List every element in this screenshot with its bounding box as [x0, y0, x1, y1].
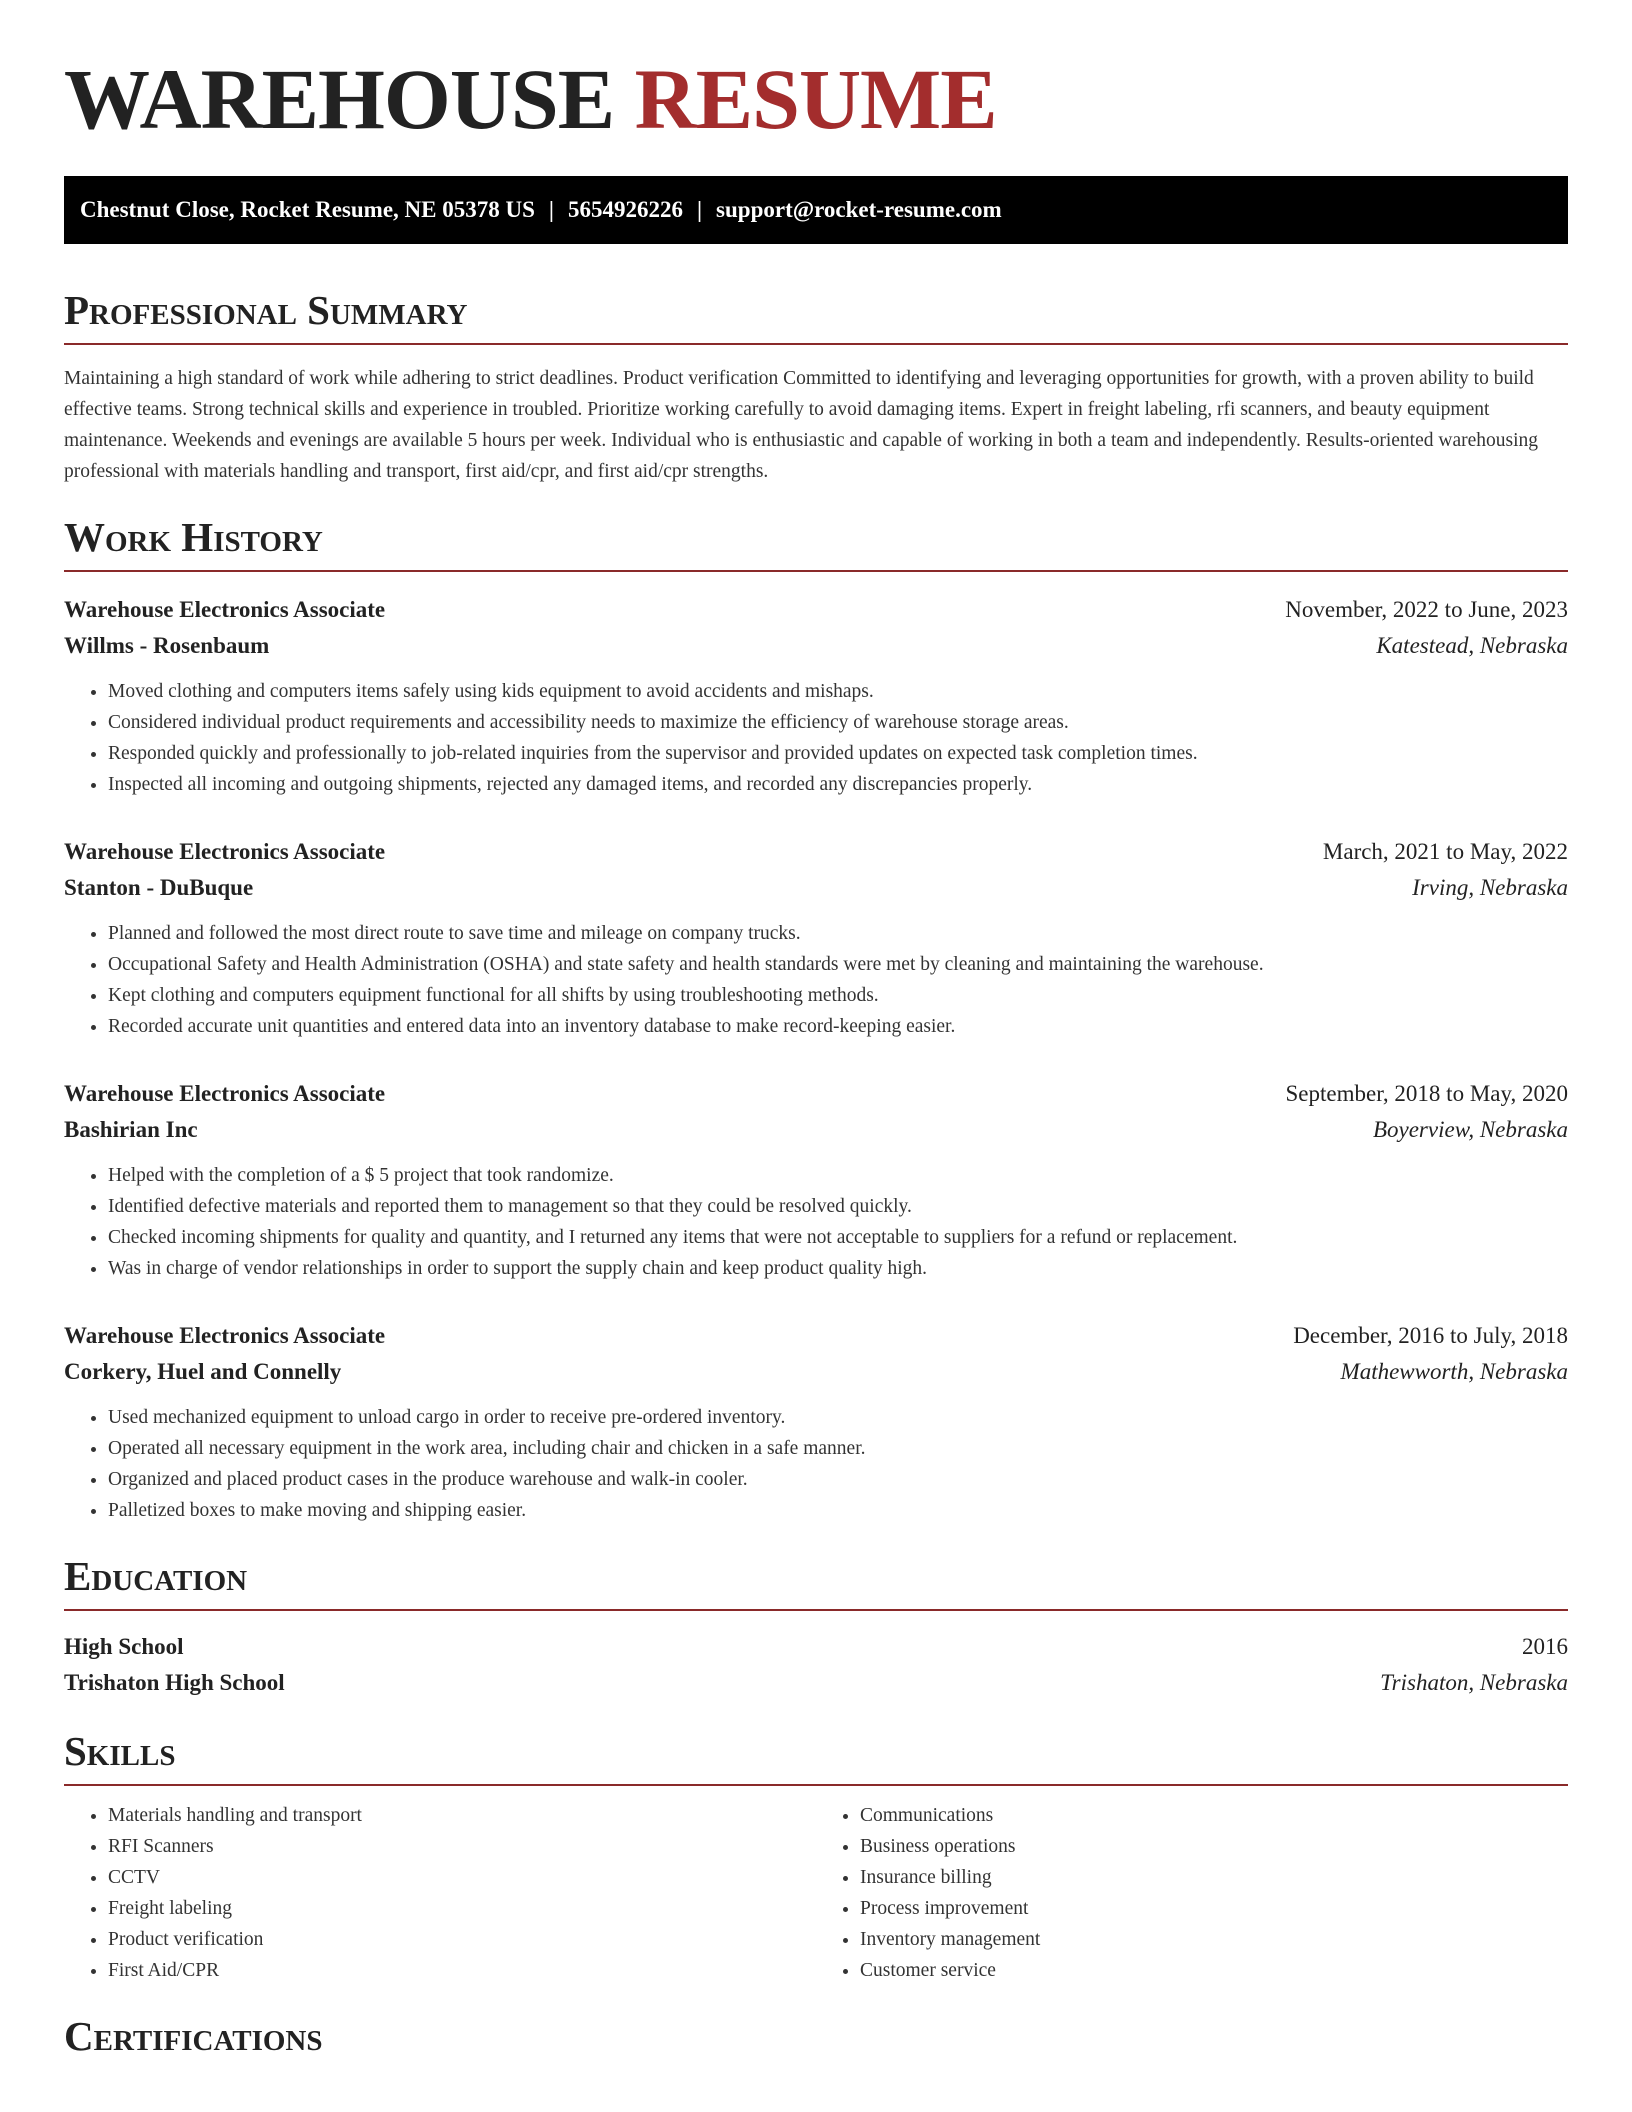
- certifications-section: [64, 2014, 1568, 2059]
- education-degree: High School: [64, 1634, 184, 1660]
- work-history-heading: Work History: [64, 515, 1568, 572]
- skills-column-right: [816, 1800, 1568, 1986]
- skill-item: • Customer service: [860, 1955, 1568, 1986]
- job-location: Katestead, Nebraska: [1376, 633, 1568, 659]
- skill-item: • CCTV: [108, 1862, 816, 1893]
- job-bullet: • Used mechanized equipment to unload cargo in order to receive pre-ordered inventory.: [108, 1402, 1568, 1433]
- job-bullets: [64, 918, 1568, 1042]
- job-entry: [64, 834, 1568, 1042]
- job-bullet: • Occupational Safety and Health Administration (OSHA) and state safety and health standards were met by cleaning and maintaining the warehouse.: [108, 949, 1568, 980]
- skill-item: • Materials handling and transport: [108, 1800, 816, 1831]
- job-bullet: • Considered individual product requirements and accessibility needs to maximize the efficiency of warehouse storage areas.: [108, 707, 1568, 738]
- job-bullet: • Identified defective materials and reported them to management so that they could be resolved quickly.: [108, 1191, 1568, 1222]
- job-title: Warehouse Electronics Associate: [64, 839, 386, 865]
- job-company: Corkery, Huel and Connelly: [64, 1359, 342, 1385]
- job-bullet: • Palletized boxes to make moving and shipping easier.: [108, 1495, 1568, 1526]
- job-bullet: • Responded quickly and professionally to job-related inquiries from the supervisor and provided updates on expected task completion times.: [108, 738, 1568, 769]
- job-bullet: • Inspected all incoming and outgoing shipments, rejected any damaged items, and recorded any discrepancies properly.: [108, 769, 1568, 800]
- skills-column-left: [64, 1800, 816, 1986]
- skill-item: • Insurance billing: [860, 1862, 1568, 1893]
- education-section: [64, 1554, 1568, 1701]
- job-entry: [64, 592, 1568, 800]
- job-location: Irving, Nebraska: [1412, 875, 1568, 901]
- job-bullet: • Moved clothing and computers items safely using kids equipment to avoid accidents and mishaps.: [108, 676, 1568, 707]
- job-title: Warehouse Electronics Associate: [64, 1081, 386, 1107]
- job-dates: March, 2021 to May, 2022: [1322, 839, 1568, 865]
- summary-heading: Professional Summary: [64, 288, 1568, 345]
- job-bullet: • Recorded accurate unit quantities and entered data into an inventory database to make record-keeping easier.: [108, 1011, 1568, 1042]
- skill-item: • Process improvement: [860, 1893, 1568, 1924]
- job-bullet: • Planned and followed the most direct route to save time and mileage on company trucks.: [108, 918, 1568, 949]
- job-bullets: [64, 1160, 1568, 1284]
- skill-item: • Inventory management: [860, 1924, 1568, 1955]
- contact-separator: |: [548, 197, 554, 222]
- work-history-section: [64, 515, 1568, 1526]
- job-bullet: • Kept clothing and computers equipment functional for all shifts by using troubleshooting methods.: [108, 980, 1568, 1011]
- title-part-1: WAREHOUSE: [64, 51, 615, 147]
- skills-heading: Skills: [64, 1729, 1568, 1786]
- job-bullets: [64, 676, 1568, 800]
- job-list: [64, 592, 1568, 1526]
- job-title: Warehouse Electronics Associate: [64, 597, 386, 623]
- resume-title: [64, 51, 1568, 147]
- skill-item: • Product verification: [108, 1924, 816, 1955]
- job-bullet: • Organized and placed product cases in the produce warehouse and walk-in cooler.: [108, 1464, 1568, 1495]
- skill-item: • Communications: [860, 1800, 1568, 1831]
- job-company: Willms - Rosenbaum: [64, 633, 270, 659]
- education-heading: Education: [64, 1554, 1568, 1611]
- skill-item: • Freight labeling: [108, 1893, 816, 1924]
- summary-text: Maintaining a high standard of work while adhering to strict deadlines. Product verification Committed to identifying and leveraging opportunities for growth, with a proven ability to build effective teams. Strong technical skills and experience in troubled. Prioritize working carefully to avoid damaging items. Expert in freight labeling, rfi scanners, and beauty equipment maintenance. Weekends and evenings are available 5 hours per week. Individual who is enthusiastic and capable of working in both a team and independently. Results-oriented warehousing professional with materials handling and transport, first aid/cpr, and first aid/cpr strengths.: [64, 368, 1539, 483]
- education-entry: [64, 1629, 1568, 1701]
- summary-section: [64, 288, 1568, 487]
- job-bullet: • Helped with the completion of a $ 5 project that took randomize.: [108, 1160, 1568, 1191]
- job-dates: December, 2016 to July, 2018: [1293, 1323, 1568, 1349]
- job-entry: [64, 1318, 1568, 1526]
- skills-grid: [64, 1800, 1568, 1986]
- job-bullet: • Was in charge of vendor relationships in order to support the supply chain and keep product quality high.: [108, 1253, 1568, 1284]
- contact-bar: [64, 176, 1568, 244]
- job-company: Stanton - DuBuque: [64, 875, 254, 901]
- education-year: 2016: [1522, 1634, 1568, 1660]
- skill-item: • Business operations: [860, 1831, 1568, 1862]
- job-bullets: [64, 1402, 1568, 1526]
- job-title: Warehouse Electronics Associate: [64, 1323, 386, 1349]
- contact-email[interactable]: support@rocket-resume.com: [716, 197, 1002, 222]
- skill-item: • First Aid/CPR: [108, 1955, 816, 1986]
- job-bullet: • Operated all necessary equipment in the work area, including chair and chicken in a safe manner.: [108, 1433, 1568, 1464]
- skill-item: • RFI Scanners: [108, 1831, 816, 1862]
- skills-section: [64, 1729, 1568, 1986]
- contact-phone: 5654926226: [567, 197, 683, 222]
- job-entry: [64, 1076, 1568, 1284]
- job-dates: September, 2018 to May, 2020: [1285, 1081, 1568, 1107]
- job-location: Mathewworth, Nebraska: [1340, 1359, 1568, 1385]
- job-company: Bashirian Inc: [64, 1117, 198, 1143]
- contact-address: Chestnut Close, Rocket Resume, NE 05378 US: [80, 197, 535, 222]
- education-location: Trishaton, Nebraska: [1380, 1670, 1568, 1696]
- contact-separator: |: [696, 197, 703, 222]
- certifications-heading: Certifications: [64, 2013, 323, 2060]
- education-school: Trishaton High School: [64, 1670, 285, 1696]
- job-bullet: • Checked incoming shipments for quality and quantity, and I returned any items that were not acceptable to suppliers for a refund or replacement.: [108, 1222, 1568, 1253]
- job-location: Boyerview, Nebraska: [1372, 1117, 1568, 1143]
- job-dates: November, 2022 to June, 2023: [1285, 597, 1568, 623]
- title-part-2: RESUME: [634, 51, 997, 147]
